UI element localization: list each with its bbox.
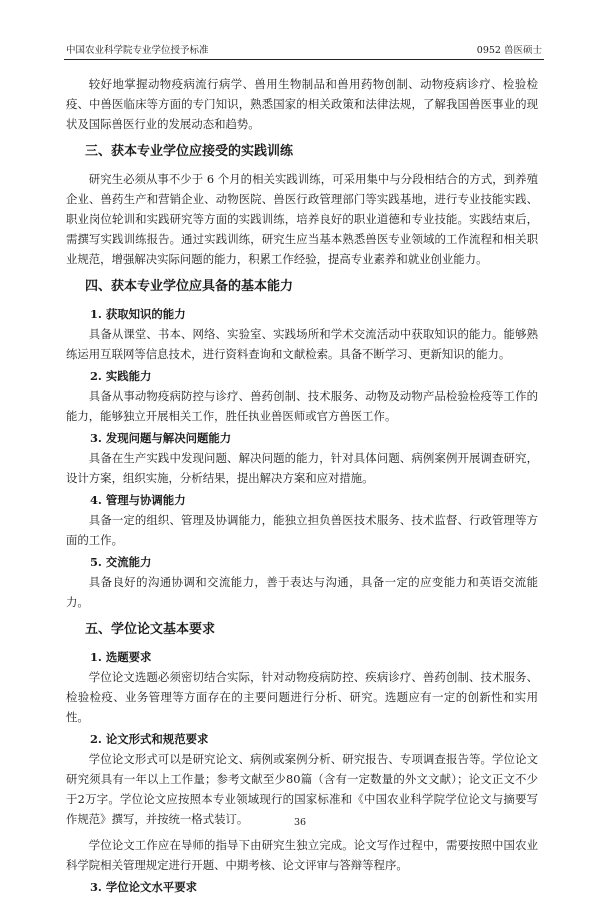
page-body [66,74,538,897]
ability-3-text: 具备在生产实践中发现问题、解决问题的能力，针对具体问题、病例案例开展调查研究，设计方案，组织实施，分析结果，提出解决方案和应对措施。 [66,451,538,485]
header-left-title: 中国农业科学院专业学位授予标准 [66,45,209,56]
header-right-title: 0952 兽医硕士 [476,45,542,56]
section-5-title: 五、学位论文基本要求 [85,622,216,637]
ability-2-heading: 2. 实践能力 [90,369,152,383]
thesis-format-heading: 2. 论文形式和规范要求 [90,732,209,746]
ability-4-heading: 4. 管理与协调能力 [90,493,186,507]
ability-5-heading: 5. 交流能力 [90,555,152,569]
intro-paragraph: 较好地掌握动物疫病流行病学、兽用生物制品和兽用药物创制、动物疫病诊疗、检验检疫、中兽医临床等方面的专门知识，熟悉国家的相关政策和法律法规，了解我国兽医事业的现状及国际兽医行业的发展动态和趋势。 [66,77,538,131]
ability-5-text: 具备良好的沟通协调和交流能力，善于表达与沟通，具备一定的应变能力和英语交流能力。 [66,575,538,609]
page-header [66,36,542,56]
ability-1-text: 具备从课堂、书本、网络、实验室、实践场所和学术交流活动中获取知识的能力。能够熟练运用互联网等信息技术，进行资料查询和文献检索。具备不断学习、更新知识的能力。 [66,327,538,361]
thesis-level-heading: 3. 学位论文水平要求 [90,880,197,894]
page-number: 36 [293,817,307,828]
section-3-paragraph: 研究生必须从事不少于 6 个月的相关实践训练，可采用集中与分段相结合的方式，到养殖企业、兽药生产和营销企业、动物医院、兽医行政管理部门等实践基地，进行专业技能实践、职业岗位轮训和实践研究等方面的实践训练，培养良好的职业道德和专业技能。实践结束后，需撰写实践训练报告。通过实践训练，研究生应当基本熟悉兽医专业领域的工作流程和相关职业规范，增强解决实际问题的能力，积累工作经验，提高专业素养和就业创业能力。 [66,172,538,266]
thesis-format-text-a: 学位论文形式可以是研究论文、病例或案例分析、研究报告、专项调查报告等。学位论文研究须具有一年以上工作量；参考文献至少80篇（含有一定数量的外文文献）；论文正文不少于2万字。学位论文应按照本专业领域现行的国家标准和《中国农业科学院学位论文与摘要写作规范》撰写，并按统一格式装订。 [66,752,538,826]
ability-1-heading: 1. 获取知识的能力 [90,307,186,321]
section-3-title: 三、获本专业学位应接受的实践训练 [85,144,294,159]
ability-4-text: 具备一定的组织、管理及协调能力，能独立担负兽医技术服务、技术监督、行政管理等方面的工作。 [66,513,538,547]
header-rule [64,59,544,60]
ability-3-heading: 3. 发现问题与解决问题能力 [90,431,232,445]
section-4-title: 四、获本专业学位应具备的基本能力 [85,279,294,294]
thesis-topic-text: 学位论文选题必须密切结合实际，针对动物疫病防控、疾病诊疗、兽药创制、技术服务、检验检疫、业务管理等方面存在的主要问题进行分析、研究。选题应有一定的创新性和实用性。 [66,670,538,724]
thesis-topic-heading: 1. 选题要求 [90,650,152,664]
ability-2-text: 具备从事动物疫病防控与诊疗、兽药创制、技术服务、动物及动物产品检验检疫等工作的能力，能够独立开展相关工作，胜任执业兽医师或官方兽医工作。 [66,389,538,423]
thesis-format-text-b: 学位论文工作应在导师的指导下由研究生独立完成。论文写作过程中，需要按照中国农业科学院相关管理规定进行开题、中期考核、论文评审与答辩等程序。 [66,838,538,872]
